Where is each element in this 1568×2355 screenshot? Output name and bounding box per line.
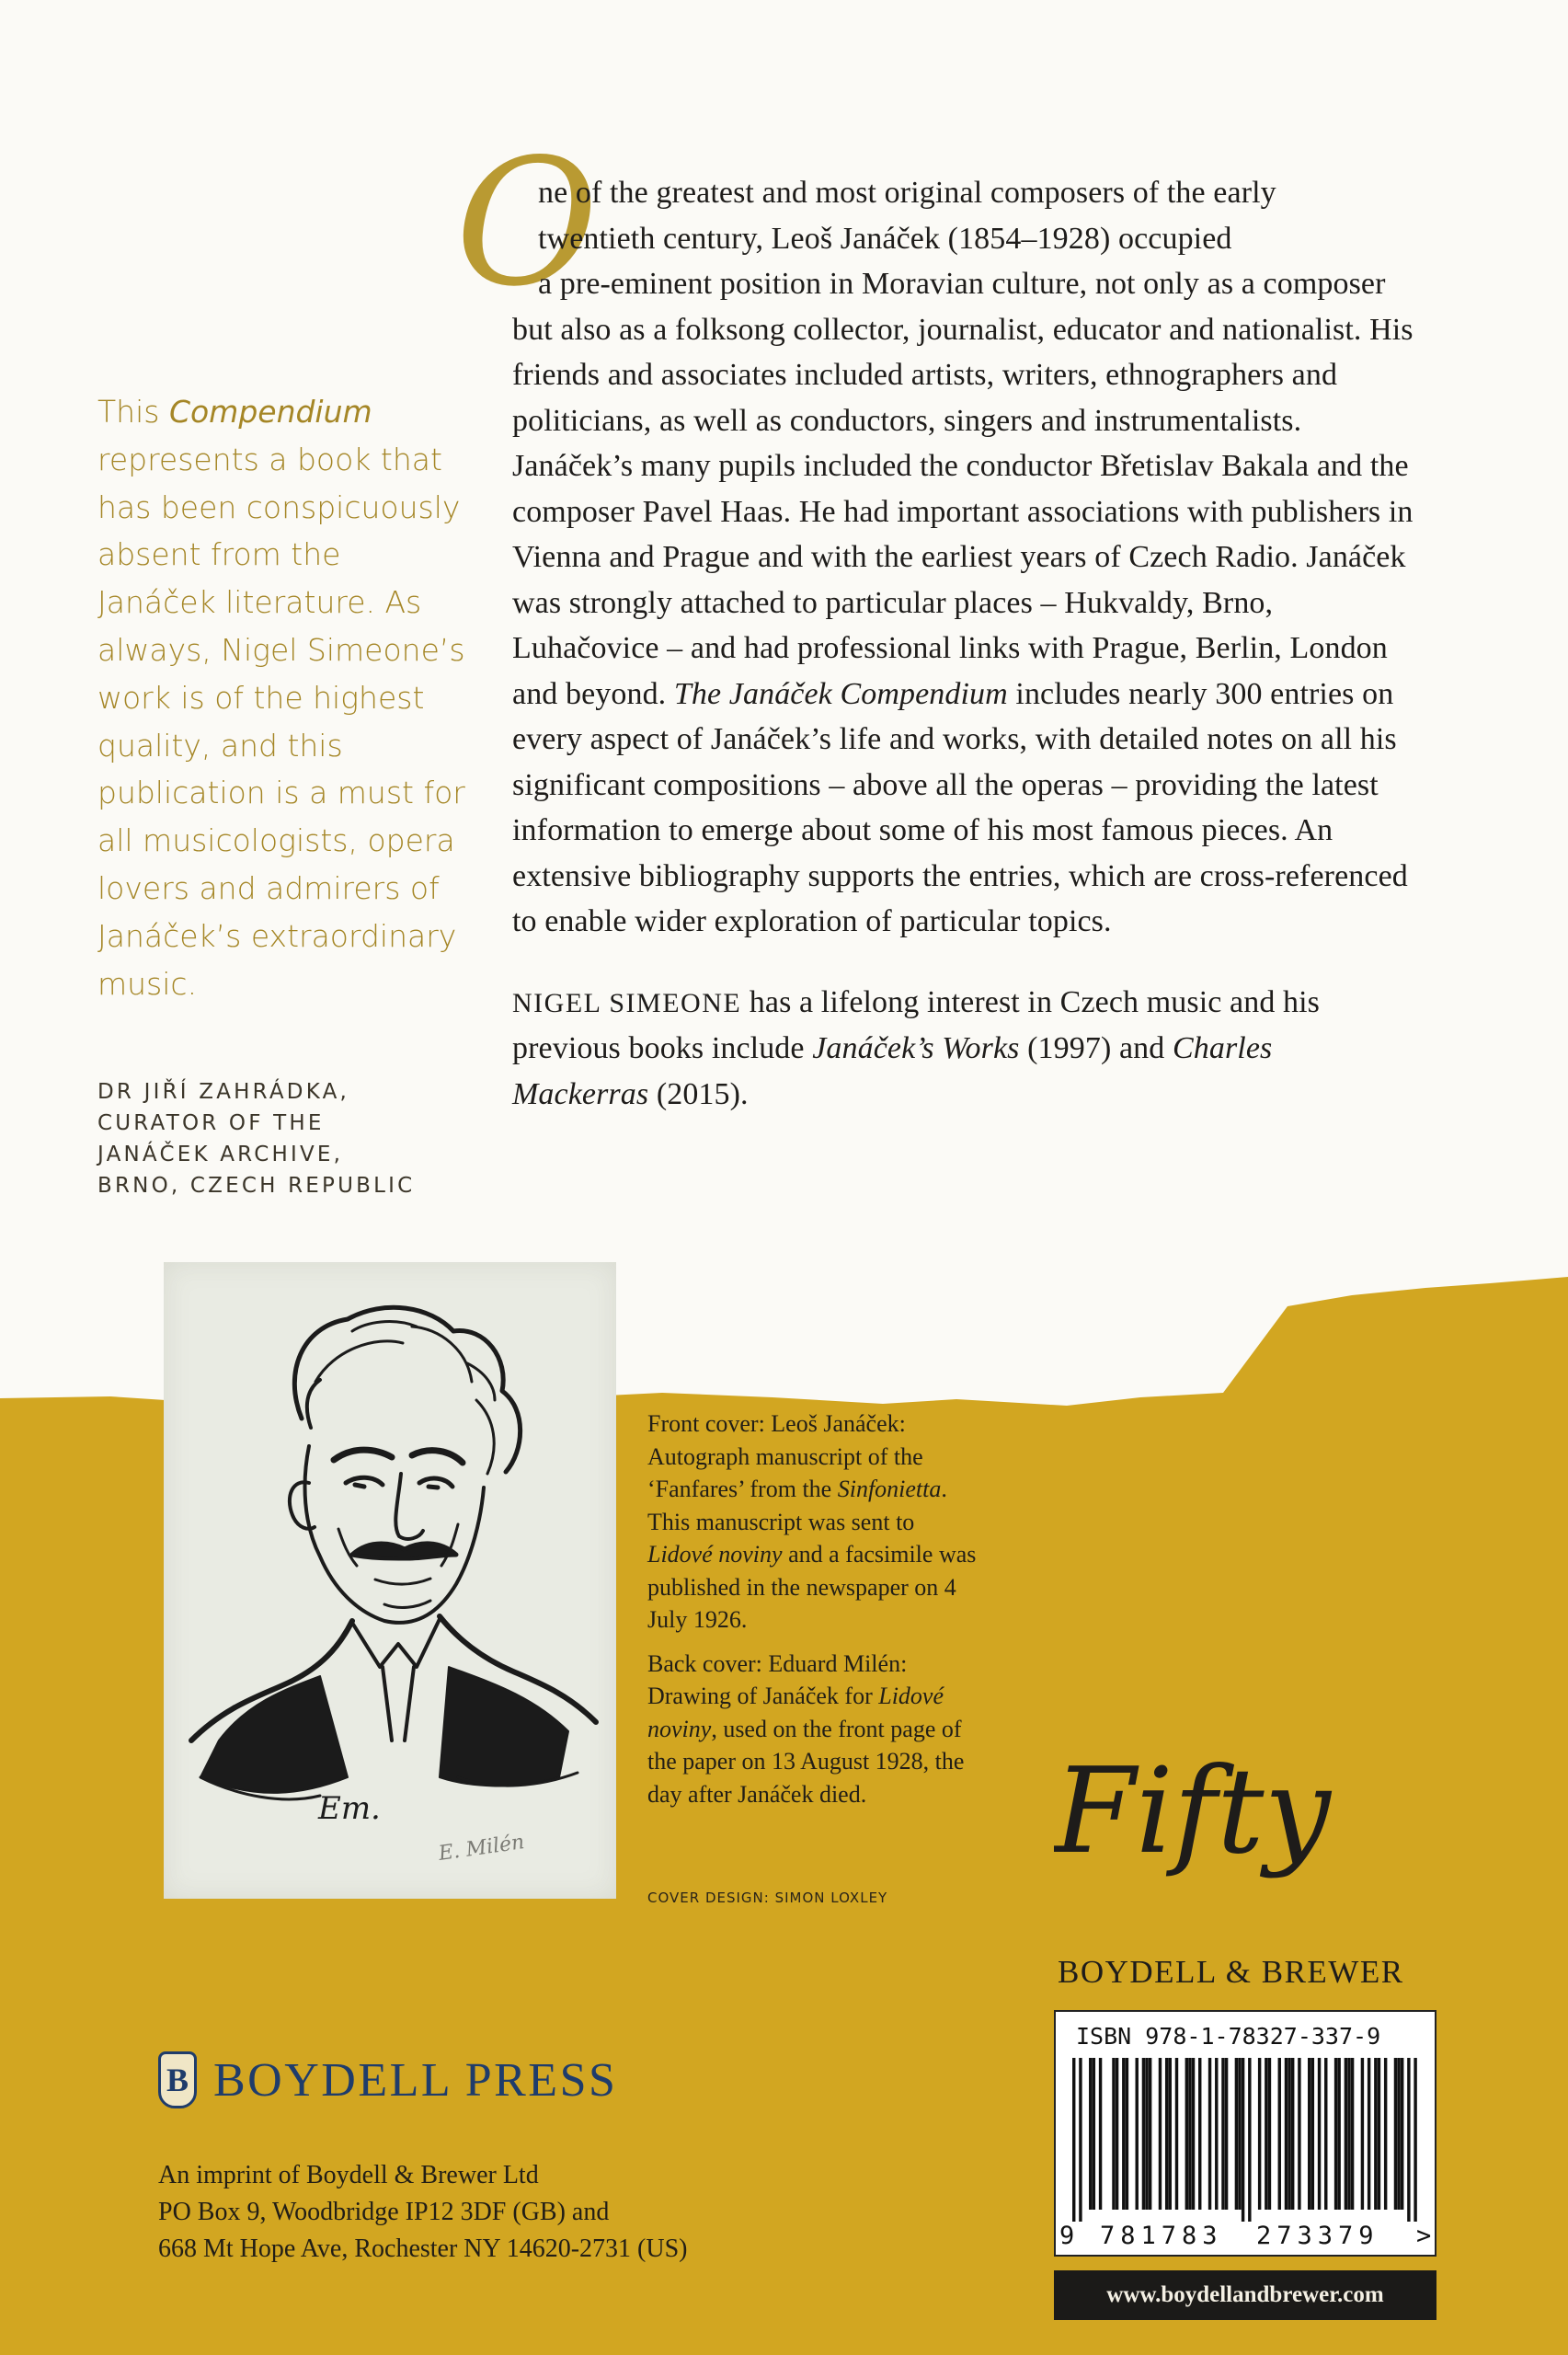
drop-cap: O: [455, 121, 599, 325]
barcode-bar: [1169, 2058, 1172, 2210]
barcode-bar: [1308, 2058, 1310, 2210]
publisher-address: [158, 2157, 687, 2268]
fifty-anniversary-logo: [1054, 1752, 1440, 1881]
quote-text: represents a book that has been conspicuously absent from the Janáček literature. As always, Nigel Simeone’s work is of the highest quality, and this publication is a must for all musicologists, opera lovers and admirers of Janáček’s extraordinary music.: [97, 441, 465, 1002]
caption-text: Front cover: Leoš Janáček: Autograph manuscript of the ‘Fanfares’ from the: [647, 1410, 923, 1502]
barcode-bar: [1337, 2058, 1340, 2210]
barcode-bar: [1334, 2058, 1337, 2210]
artist-signature: E. Milén: [437, 1831, 526, 1866]
bio-work-title: Janáček’s Works: [812, 1031, 1020, 1065]
attribution-line: BRNO, CZECH REPUBLIC: [97, 1174, 416, 1198]
barcode-bar: [1258, 2058, 1261, 2210]
publisher-name: BOYDELL PRESS: [213, 2053, 618, 2107]
barcode-bar: [1112, 2058, 1115, 2210]
publisher-badge-icon: B: [158, 2051, 197, 2108]
barcode-bar: [1248, 2058, 1251, 2222]
caption-text: . This manuscript was sent to: [647, 1476, 947, 1535]
barcode-bar: [1208, 2058, 1211, 2210]
janacek-sketch: [164, 1262, 616, 1899]
caption-text: Back cover: Eduard Milén: Drawing of Janáček for: [647, 1649, 908, 1709]
book-title: The Janáček Compendium: [673, 676, 1008, 711]
barcode-bar: [1361, 2058, 1364, 2210]
attribution-line: DR JIŘÍ ZAHRÁDKA,: [97, 1080, 350, 1104]
isbn-number: ISBN 978-1-78327-337-9: [1076, 2023, 1381, 2050]
blurb-line: twentieth century, Leoš Janáček (1854–1928) occupied: [538, 221, 1232, 256]
barcode-bar: [1122, 2058, 1125, 2210]
bio-text: (1997) and: [1027, 1031, 1165, 1065]
barcode-bar: [1384, 2058, 1387, 2210]
barcode-bar: [1401, 2058, 1403, 2210]
barcode-bar: [1215, 2058, 1218, 2210]
barcode-bar: [1268, 2058, 1271, 2210]
barcode-bar: [1225, 2058, 1228, 2210]
caption-text: and a facsimile was published in the newspaper on 4 July 1926.: [647, 1541, 977, 1633]
blurb-line: ne of the greatest and most original composers of the early: [538, 176, 1276, 210]
blurb-text: includes nearly 300 entries on every aspect of Janáček’s life and works, with detailed notes on all his significant compositions – above all the operas – providing the latest information to emerge about some of his most famous pieces. An extensive bibliography supports the entries, which are cross-referenced to enable wider exploration of particular topics.: [512, 676, 1408, 938]
barcode-bar: [1126, 2058, 1128, 2210]
artist-initials: Em.: [318, 1790, 381, 1827]
blurb-paragraph: [512, 170, 1413, 945]
attribution-line: JANÁČEK ARCHIVE,: [97, 1143, 344, 1166]
fifty-wordmark: Fifty: [1054, 1752, 1331, 1880]
barcode-bar: [1288, 2058, 1290, 2210]
barcode-bar: [1394, 2058, 1397, 2210]
barcode-bar: [1185, 2058, 1188, 2210]
barcode-bar: [1242, 2058, 1244, 2222]
barcode-bar: [1265, 2058, 1267, 2210]
isbn-barcode: [1054, 2010, 1436, 2257]
barcode-bar: [1079, 2058, 1082, 2222]
barcode-bar: [1221, 2058, 1224, 2210]
bio-text: (2015).: [656, 1076, 749, 1111]
address-line: PO Box 9, Woodbridge IP12 3DF (GB) and: [158, 2198, 610, 2226]
quote-attribution: [97, 1076, 465, 1201]
barcode-bar: [1318, 2058, 1321, 2210]
barcode-digit-group: 273379: [1256, 2222, 1379, 2250]
front-cover-credit: [647, 1407, 979, 1637]
publisher-website: www.boydellandbrewer.com: [1054, 2270, 1436, 2320]
address-line: An imprint of Boydell & Brewer Ltd: [158, 2161, 539, 2189]
barcode-bar: [1099, 2058, 1102, 2210]
barcode-bar: [1291, 2058, 1294, 2210]
barcode-bar: [1351, 2058, 1354, 2210]
barcode-end-mark: >: [1416, 2222, 1432, 2250]
address-line: 668 Mt Hope Ave, Rochester NY 14620-2731 (US): [158, 2234, 688, 2263]
barcode-bar: [1072, 2058, 1075, 2222]
barcode-bar: [1347, 2058, 1350, 2210]
barcode-bar: [1192, 2058, 1195, 2210]
barcode-bar: [1407, 2058, 1410, 2222]
attribution-line: CURATOR OF THE: [97, 1111, 325, 1135]
blurb-text: a pre-eminent position in Moravian culture, not only as a composer but also as a folksong collector, journalist, educator and nationalist. His friends and associates included artists, writers, ethnographers and politicians, as well as conductors, singers and instrumentalists. Janáček’s many pupils included the conductor Břetislav Bakala and the composer Pavel Haas. He had important associations with publishers in Vienna and Prague and with the earliest years of Czech Radio. Janáček was strongly attached to particular places – Hukvaldy, Brno, Luhačovice – and had professional links with Prague, Berlin, London and beyond.: [512, 267, 1413, 711]
barcode-digit-group: 781783: [1100, 2222, 1223, 2250]
barcode-bar: [1324, 2058, 1327, 2210]
barcode-bar: [1278, 2058, 1281, 2210]
barcode-bars: [1072, 2058, 1417, 2222]
caption-work: Sinfonietta: [837, 1476, 942, 1502]
bio-text: has a lifelong interest in Czech music and his previous books include: [512, 984, 1321, 1065]
author-name: NIGEL SIMEONE: [512, 987, 742, 1018]
caption-newspaper: Lidové noviny: [647, 1683, 944, 1742]
barcode-bar: [1378, 2058, 1380, 2210]
quote-text: This: [97, 394, 160, 430]
portrait-drawing: [164, 1262, 616, 1899]
barcode-bar: [1145, 2058, 1148, 2210]
publisher-logo: [158, 2051, 617, 2108]
barcode-digits: [1056, 2216, 1438, 2253]
author-bio: [512, 980, 1413, 1118]
barcode-bar: [1116, 2058, 1118, 2210]
barcode-bar: [1298, 2058, 1300, 2210]
barcode-lead-digit: 9: [1059, 2222, 1075, 2250]
barcode-bar: [1149, 2058, 1151, 2210]
barcode-bar: [1397, 2058, 1400, 2210]
bio-work-title: Charles Mackerras: [512, 1031, 1273, 1111]
barcode-bar: [1165, 2058, 1168, 2210]
barcode-bar: [1159, 2058, 1162, 2210]
back-cover-credit: [647, 1648, 979, 1811]
barcode-bar: [1093, 2058, 1095, 2210]
barcode-bar: [1235, 2058, 1238, 2210]
caption-newspaper: Lidové noviny: [647, 1541, 783, 1568]
fifty-logo-subtitle: BOYDELL & BREWER: [1058, 1954, 1404, 1990]
barcode-bar: [1345, 2058, 1347, 2210]
barcode-bar: [1368, 2058, 1370, 2210]
barcode-bar: [1142, 2058, 1145, 2210]
cover-caption: [647, 1407, 979, 1821]
barcode-bar: [1285, 2058, 1288, 2210]
barcode-bar: [1175, 2058, 1178, 2210]
barcode-bar: [1311, 2058, 1314, 2210]
barcode-bar: [1136, 2058, 1139, 2210]
caption-text: , used on the front page of the paper on 13 August 1928, the day after Janáček died.: [647, 1715, 965, 1808]
blurb: [455, 121, 1413, 1117]
barcode-bar: [1374, 2058, 1377, 2210]
cover-design-credit: COVER DESIGN: SIMON LOXLEY: [647, 1890, 888, 1906]
barcode-bar: [1188, 2058, 1191, 2210]
barcode-bar: [1089, 2058, 1092, 2210]
barcode-bar: [1198, 2058, 1201, 2210]
quote-title: Compendium: [168, 394, 372, 430]
barcode-bar: [1238, 2058, 1241, 2210]
barcode-bar: [1413, 2058, 1416, 2222]
endorsement-quote: [97, 388, 465, 1007]
